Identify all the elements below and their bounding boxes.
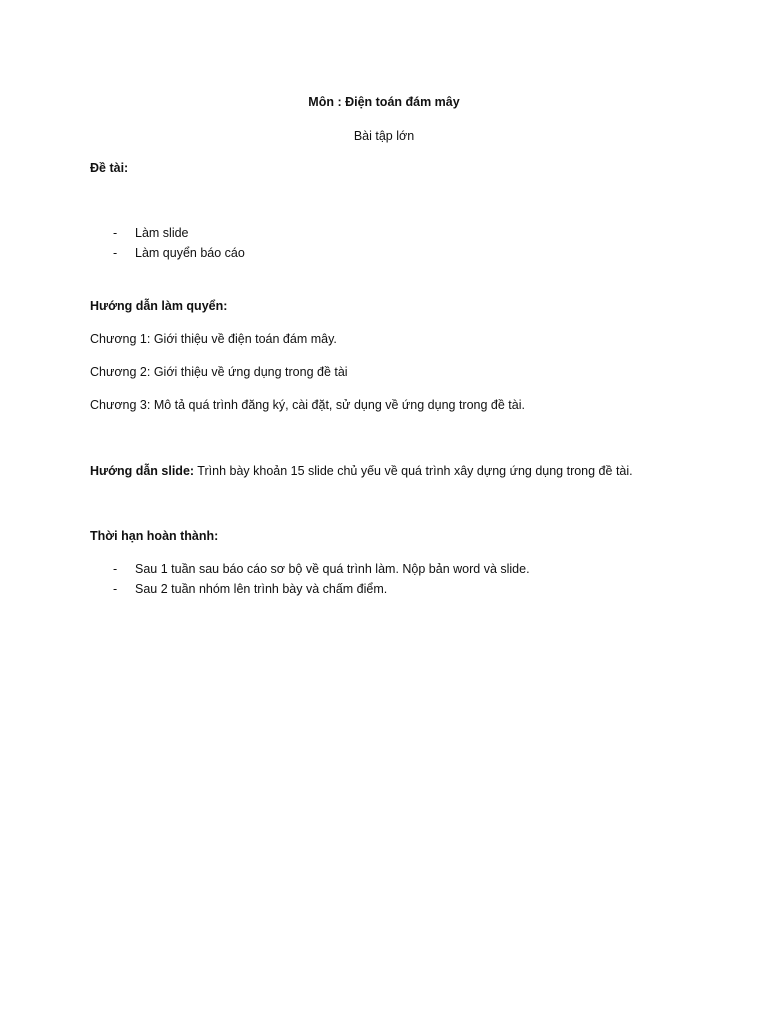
list-bullet: - [113, 246, 118, 260]
chapter-line: Chương 2: Giới thiệu về ứng dụng trong đề tài [90, 365, 348, 379]
chapter-line: Chương 1: Giới thiệu về điện toán đám mây. [90, 332, 337, 346]
slide-guide-label: Hướng dẫn slide: [90, 464, 195, 478]
list-item: Sau 2 tuần nhóm lên trình bày và chấm điểm. [135, 582, 388, 596]
report-guide-heading: Hướng dẫn làm quyển: [90, 299, 228, 313]
deadline-heading: Thời hạn hoàn thành: [90, 529, 219, 543]
topic-heading: Đề tài: [90, 161, 129, 175]
list-item: Làm quyển báo cáo [135, 246, 245, 260]
list-item: Làm slide [135, 226, 189, 240]
list-item: Sau 1 tuần sau báo cáo sơ bộ về quá trình làm. Nộp bản word và slide. [135, 562, 530, 576]
slide-guide-text: Trình bày khoản 15 slide chủ yếu về quá trình xây dựng ứng dụng trong đề tài. [194, 464, 633, 478]
list-bullet: - [113, 582, 118, 596]
list-bullet: - [113, 562, 118, 576]
chapter-line: Chương 3: Mô tả quá trình đăng ký, cài đặt, sử dụng về ứng dụng trong đề tài. [90, 398, 525, 412]
assignment-title: Bài tập lớn [353, 129, 415, 143]
subject-title: Môn : Điện toán đám mây [308, 95, 460, 109]
slide-guide-paragraph [90, 463, 633, 479]
list-bullet: - [113, 226, 118, 240]
